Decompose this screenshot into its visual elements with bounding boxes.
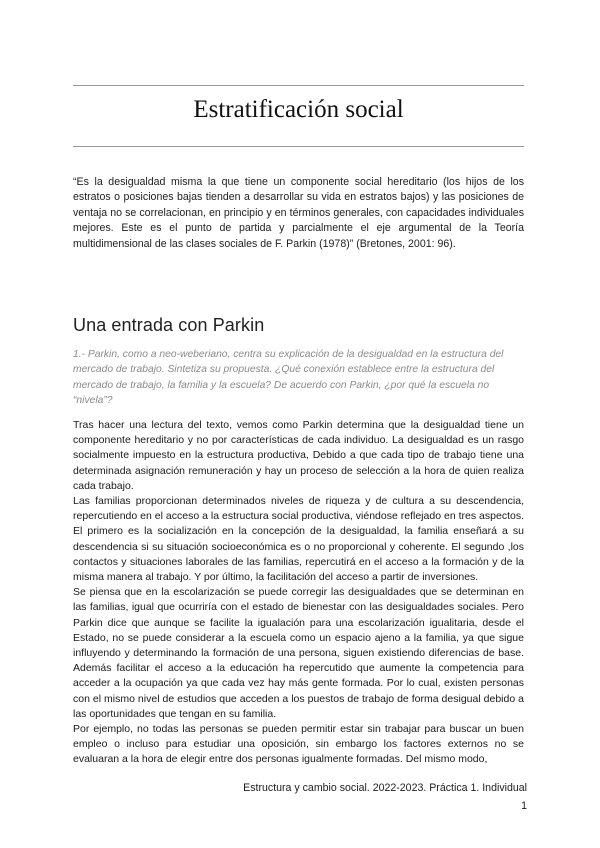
section-heading: Una entrada con Parkin — [73, 315, 265, 335]
exercise-question: 1.- Parkin, como a neo-weberiano, centra su explicación de la desigualdad en la estructura del mercado de trabajo. Sintetiza su propuesta. ¿Qué conexión establece entre la estructura del mercado de trabajo, la familia y la escuela? De acuerdo con Parkin, ¿por qué la escuela no “nivela”? — [73, 349, 504, 407]
paragraph: Se piensa que en la escolarización se puede corregir las desigualdades que se determinan en las familias, igual que ocurriría con el estado de bienestar con las desigualdades sociales. Pero Parkin dice que aunque se facilite la igualación para una escolarización igualitaria, desde el Estado, no se puede considerar a la escuela como un espacio ajeno a la familia, ya que sigue influyendo y determinando la formación de una persona, siguen existiendo diferencias de base. Además facilitar el acceso a la educación ha repercutido que aumente la competencia para acceder a la ocupación ya que cada vez hay más gente formada. Por lo cual, existen personas con el mismo nivel de estudios que acceden a los puestos de trabajo de forma desigual debido a las oportunidades que tengan en su familia. — [73, 586, 524, 720]
title-divider — [73, 146, 524, 147]
page-number: 1 — [521, 800, 527, 812]
top-divider — [73, 85, 524, 86]
intro-quote: “Es la desigualdad misma la que tiene un componente social hereditario (los hijos de los estratos o posiciones bajas tienden a desarrollar su vida en estratos bajos) y las posiciones de ventaja no se correlacionan, en principio y en términos generales, con capacidades individuales mejores. Este es el punto de partida y parcialmente el eje argumental de la Teoría multidimensional de las clases sociales de F. Parkin (1978)” (Bretones, 2001: 96). — [73, 176, 524, 250]
page-footer: Estructura y cambio social. 2022-2023. Práctica 1. Individual — [243, 782, 527, 794]
paragraph: Las familias proporcionan determinados niveles de riqueza y de cultura a su descendencia, repercutiendo en el acceso a la estructura social productiva, viéndose reflejado en tres aspectos. El primero es la socialización en la concepción de la desigualdad, la familia enseñará a su descendencia si su situación socioeconómica es o no proporcional y coherente. El segundo ,los contactos y situaciones laborales de las familias, repercutirá en el acceso a la formación y de la misma manera al trabajo. Y por último, la facilitación del acceso a partir de inversiones. — [73, 495, 524, 584]
paragraph: Tras hacer una lectura del texto, vemos como Parkin determina que la desigualdad tiene un componente hereditario y no por características de cada individuo. La desigualdad es un rasgo socialmente impuesto en la estructura productiva, Debido a que cada tipo de trabajo tiene una determinada asignación remuneración y hay un proceso de selección a la hora de quien realiza cada trabajo. — [73, 419, 524, 492]
page-title: Estratificación social — [193, 96, 404, 123]
paragraph: Por ejemplo, no todas las personas se pueden permitir estar sin trabajar para buscar un buen empleo o incluso para estudiar una oposición, sin embargo los factores externos no se evaluaran a la hora de elegir entre dos personas igualmente formadas. Del mismo modo, — [73, 723, 524, 766]
answer-body — [73, 418, 524, 768]
